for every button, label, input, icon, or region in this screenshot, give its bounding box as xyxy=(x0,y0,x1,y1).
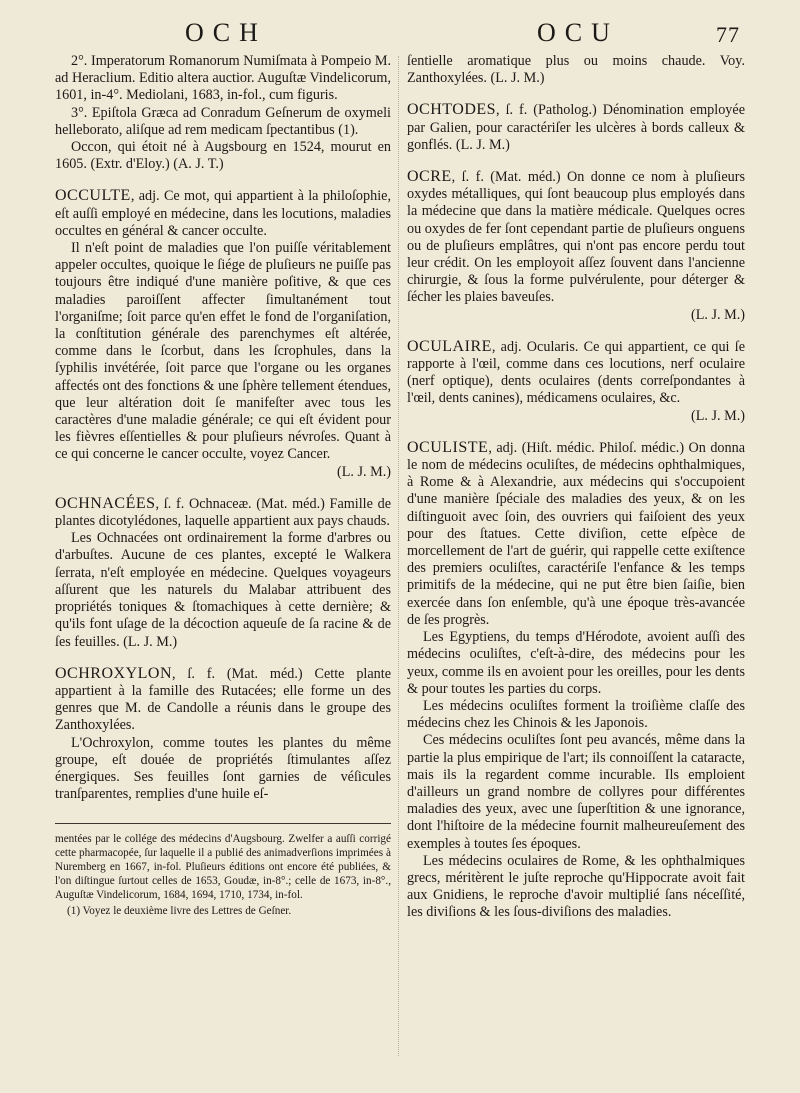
entry-ochnacees xyxy=(55,495,391,651)
signature: (A. J. T.) xyxy=(173,156,224,173)
running-head-right: OCU xyxy=(537,18,619,47)
footnote-rule xyxy=(55,823,391,824)
paragraph-work-2: 2°. Imperatorum Romanorum Numiſmata à Pompeio M. ad Heraclium. Editio altera auctior. Auguſtæ Vindelicorum, 1601, in-4°. Mediolani, 1683, in-fol., cum figuris. xyxy=(55,53,391,104)
entry-paragraph xyxy=(55,665,391,735)
footnote-1: (1) Voyez le deuxième livre des Lettres de Geſner. xyxy=(67,905,292,918)
headword: OCRE xyxy=(407,168,452,186)
column-divider xyxy=(398,56,399,1056)
signature: (L. J. M.) xyxy=(691,407,745,424)
footnotes xyxy=(55,832,391,918)
entry-paragraph xyxy=(55,495,391,530)
headword: OCHROXYLON xyxy=(55,664,172,682)
entry-paragraph: Ces médecins oculiſtes ſont peu avancés, même dans la partie la plus empirique de l'art; ils connoiſſent la cataracte, mais ils la regardent comme incurable. Ils emploient d'ailleurs un grand nombre de collyres pour différentes maladies des yeux, avec une ſuperſtition & une ignorance, dont l'hiſtoire de la médecine fournit malheureuſement des exemples à toutes ſes époques. xyxy=(407,732,745,852)
headword: OCULAIRE xyxy=(407,337,492,355)
definition-text: , ſ. f. (Patholog.) Dénomination employée par Galien, pour caractériſer les ulcères à bords calleux & gonflés. (L. J. M.) xyxy=(407,102,745,153)
entry-paragraph: L'Ochroxylon, comme toutes les plantes du même groupe, eſt douée de propriétés ſtimulantes aſſez énergiques. Ses feuilles ſont garnies de véſicules tranſparentes, remplies d'une huile eſ- xyxy=(55,734,391,803)
right-column xyxy=(407,53,745,922)
entry-paragraph xyxy=(407,101,745,154)
entry-paragraph: ſentielle aromatique plus ou moins chaude. Voy. Zanthoxylées. (L. J. M.) xyxy=(407,53,745,87)
entry-ochtodes xyxy=(407,101,745,154)
footnote-continuation: mentées par le collége des médecins d'Augsbourg. Zwelfer a auſſi corrigé cette pharmacopée, ſur laquelle il a publié des animadverſions imprimées à Nuremberg en 1667, in-fol. Pluſieurs éditions ont encore été publiées, & l'on diſtingue ſurtout celles de 1653, Goudæ, in-8°.; celle de 1673, in-8°., Auguſtæ Vindelicorum, 1684, 1694, 1710, 1734, in-fol. xyxy=(55,833,391,902)
definition-text: , ſ. f. (Mat. méd.) On donne ce nom à pluſieurs oxydes métalliques, qui ſont beaucoup plus employés dans la médecine que dans la matière médicale. Quelques ocres ou oxydes de fer ſont cependant partie de pluſieurs onguens ou de pluſieurs emplâtres, qui n'ont pas encore perdu tout leur crédit. On les employoit aſſez ſouvent dans l'ancienne chirurgie, & ſous la forme pulvérulente, pour déterger & ſécher les plaies baveuſes. xyxy=(407,169,745,306)
entry-ochroxylon-continuation xyxy=(407,53,745,87)
entry-paragraph: Il n'eſt point de maladies que l'on puiſſe véritablement appeler occultes, quoique le ſiége de pluſieurs ne puiſſe pas toujours être indiqué d'une manière poſitive, & que ces maladies paroiſſent affecter ſimultanément tout l'organiſme; ſoit parce qu'en effet le fond de l'organiſation, la conſtitution générale des parenchymes eſt altérée, comme dans le ſcorbut, dans les ſcrophules, dans la ſyphilis invétérée, ſoit parce que l'organe ou les organes affectés ont des fonctions & une ſphère tellement étendues, que leur altération doit ſe manifeſter avec tous les caractères d'une maladie générale; ce qui eſt évident pour les fièvres eſſentielles & pour pluſieurs névroſes. Quant à ce qui concerne le cancer occulte, voyez Cancer. xyxy=(55,240,391,463)
entry-paragraph: Les médecins oculiſtes forment la troiſième claſſe des médecins chez les Chinois & les Japonois. xyxy=(407,697,745,732)
headword: OCULISTE xyxy=(407,438,489,456)
entry-oculaire xyxy=(407,338,745,425)
entry-occon-continuation xyxy=(55,53,391,173)
running-head-left: OCH xyxy=(185,18,267,47)
biography-text: Occon, qui étoit né à Augsbourg en 1524, mourut en 1605. (Extr. d'Eloy.) xyxy=(55,139,391,173)
entry-paragraph: Les médecins oculaires de Rome, & les ophthalmiques grecs, méritèrent le juſte reproche qu'Hippocrate avoit fait aux Gnidiens, le reproche d'avoir multiplié ſans néceſſité, les diviſions & les ſous-diviſions des maladies. xyxy=(407,852,745,921)
paragraph-biography xyxy=(55,139,391,173)
page-number: 77 xyxy=(716,22,740,47)
signature: (L. J. M.) xyxy=(337,463,391,480)
definition-text: , adj. Ocularis. Ce qui appartient, ce qui ſe rapporte à l'œil, comme dans ces locutions, nerf oculaire (nerf optique), dents oculaires (dents correſpondantes à l'œil, dents canines), médicamens oculaires, &c. xyxy=(407,338,745,407)
entry-oculiste xyxy=(407,439,745,922)
definition-text: , adj. (Hiſt. médic. Philoſ. médic.) On donna le nom de médecins oculiſtes, de médecins ophthalmiques, à Rome & à Alexandrie, aux médecins qui s'occupoient d'une manière ſpéciale des maladies des yeux, & on les diſtinguoit avec ſoin, des ouvriers qui faiſoient des yeux pour des ſtatues. Cette diviſion, cette eſpèce de morcellement de l'art de guérir, qui rappelle cette exiſtence des premiers oculiſtes, caractériſe l'enfance & les temps primitifs de la médecine, qui ne put être bien ſaiſie, bien exercée dans ſon enſemble, qu'à une époque très-avancée de ſes progrès. xyxy=(407,439,745,628)
entry-occulte xyxy=(55,187,391,480)
entry-paragraph xyxy=(407,338,745,408)
definition-text: , ſ. f. Ochnaceæ. (Mat. méd.) Famille de plantes dicotylédones, laquelle appartient aux pays chauds. xyxy=(55,495,391,530)
entry-paragraph xyxy=(407,168,745,307)
signature: (L. J. M.) xyxy=(691,306,745,323)
definition-text: , adj. Ce mot, qui appartient à la philoſophie, eſt auſſi employé en médecine, dans les locutions, maladies occultes en général & cancer occulte. xyxy=(55,188,391,239)
entry-paragraph xyxy=(407,439,745,629)
definition-text: , ſ. f. (Mat. méd.) Cette plante appartient à la famille des Rutacées; elle forme un des genres que M. de Candolle a réunis dans le groupe des Zanthoxylées. xyxy=(55,665,391,734)
paragraph-work-3: 3°. Epiſtola Græca ad Conradum Geſnerum de oxymeli helleborato, aliſque ad rem medicam ſpectantibus (1). xyxy=(55,104,391,138)
entry-paragraph: Les Egyptiens, du temps d'Hérodote, avoient auſſi des médecins oculiſtes, c'eſt-à-dire, des médecins pour les yeux, comme ils en avoient pour les oreilles, pour les dents & pour toutes les parties du corps. xyxy=(407,629,745,697)
headword: OCCULTE xyxy=(55,187,131,205)
left-column xyxy=(55,53,391,918)
headword: OCHNACÉES xyxy=(55,494,156,512)
entry-paragraph: Les Ochnacées ont ordinairement la forme d'arbres ou d'arbuſtes. Aucune de ces plantes, excepté le Walkera ſerrata, n'eſt employée en médecine. Quelques voyageurs aſſurent que les naturels du Malabar attribuent des propriétés toniques & ſtomachiques à cette dernière; & qu'ils font uſage de la décoction aqueuſe de ſa racine & de ſes feuilles. (L. J. M.) xyxy=(55,530,391,650)
entry-ochroxylon xyxy=(55,665,391,804)
entry-ocre xyxy=(407,168,745,324)
headword: OCHTODES xyxy=(407,101,497,119)
entry-paragraph xyxy=(55,187,391,240)
